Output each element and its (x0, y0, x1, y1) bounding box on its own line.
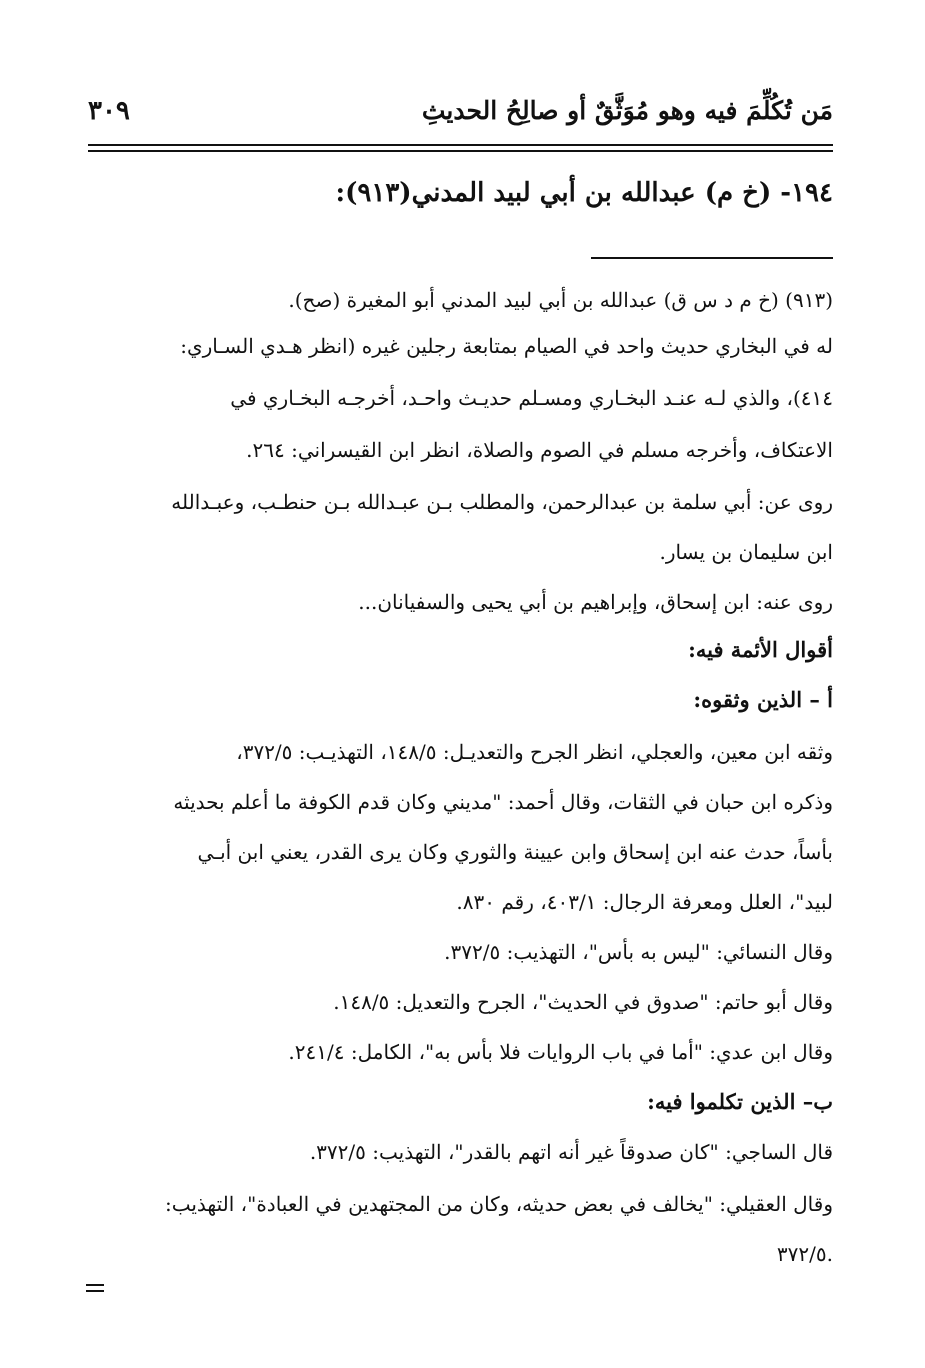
trusted-line: لبيد"، العلل ومعرفة الرجال: ٤٠٣/١، رقم ٨٣٠. (456, 890, 833, 914)
header-rule-top (88, 144, 833, 146)
footnote-line: (٩١٣) (خ م د س ق) عبدالله بن أبي لبيد المدني أبو المغيرة (صح). (288, 288, 833, 312)
criticized-line: .٣٧٢/٥ (776, 1242, 833, 1266)
footnote-line: له في البخاري حديث واحد في الصيام بمتابعة رجلين غيره (انظر هـدي السـاري: (180, 334, 833, 358)
trusted-line: وقال أبو حاتم: "صدوق في الحديث"، الجرح والتعديل: ١٤٨/٥. (333, 990, 833, 1014)
continuation-mark (86, 1284, 104, 1296)
trusted-line: وذكره ابن حبان في الثقات، وقال أحمد: "مديني وكان قدم الكوفة ما أعلم بحديثه (173, 790, 833, 814)
trusted-subheading: أ – الذين وثقوه: (693, 687, 833, 712)
page-number: ٣٠٩ (88, 96, 130, 126)
footnote-line: الاعتكاف، وأخرجه مسلم في الصوم والصلاة، انظر ابن القيسراني: ٢٦٤. (246, 438, 833, 462)
footnote-separator (591, 257, 833, 259)
footnote-line: روى عنه: ابن إسحاق، وإبراهيم بن أبي يحيى والسفيانان... (358, 590, 833, 614)
entry-heading: ١٩٤- (خ م) عبدالله بن أبي لبيد المدني(٩١٣): (335, 178, 833, 208)
footnote-line: ابن سليمان بن يسار. (659, 540, 833, 564)
criticized-subheading: ب– الذين تكلموا فيه: (647, 1089, 833, 1114)
imams-sayings-heading: أقوال الأئمة فيه: (688, 637, 833, 662)
trusted-line: بأساً، حدث عنه ابن إسحاق وابن عيينة والثوري وكان يرى القدر، يعني ابن أبـي (197, 840, 833, 864)
criticized-line: قال الساجي: "كان صدوقاً غير أنه اتهم بالقدر"، التهذيب: ٣٧٢/٥. (309, 1140, 833, 1164)
footnote-line: ٤١٤)، والذي لـه عنـد البخـاري ومسـلم حديـث واحـد، أخرجـه البخـاري في (230, 386, 833, 410)
header-rule-bottom (88, 150, 833, 152)
footnote-line: روى عن: أبي سلمة بن عبدالرحمن، والمطلب بـن عبـدالله بـن حنطـب، وعبـدالله (171, 490, 833, 514)
trusted-line: وقال ابن عدي: "أما في باب الروايات فلا بأس به"، الكامل: ٢٤١/٤. (288, 1040, 833, 1064)
running-header-title: مَن تُكُلِّمَ فيه وهو مُوَثَّقٌ أو صالِحُ الحديثِ (421, 96, 833, 125)
trusted-line: وثقه ابن معين، والعجلي، انظر الجرح والتعديـل: ١٤٨/٥، التهذيـب: ٣٧٢/٥، (236, 740, 833, 764)
criticized-line: وقال العقيلي: "يخالف في بعض حديثه، وكان من المجتهدين في العبادة"، التهذيب: (164, 1192, 833, 1216)
trusted-line: وقال النسائي: "ليس به بأس"، التهذيب: ٣٧٢/٥. (444, 940, 833, 964)
